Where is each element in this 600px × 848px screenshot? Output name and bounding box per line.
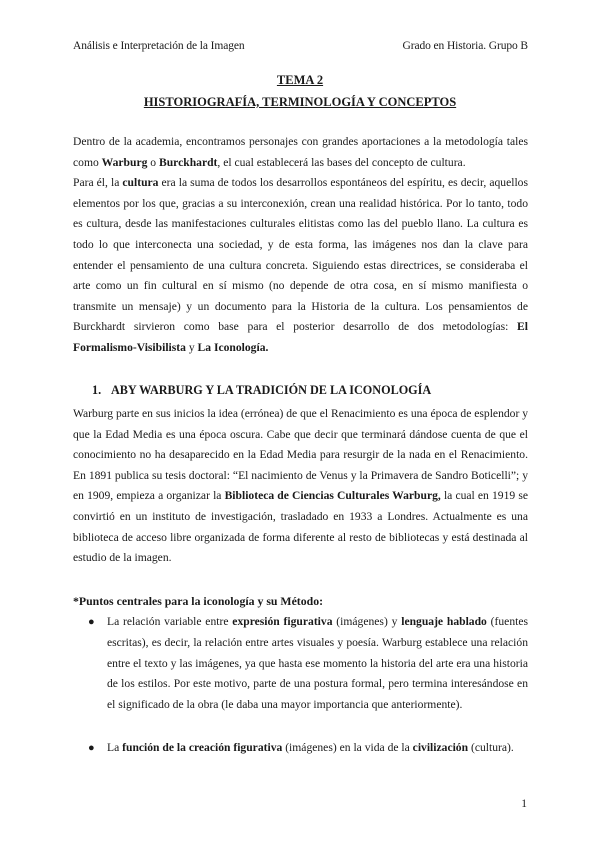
bullet-item: ● La función de la creación figurativa (imágenes) en la vida de la civilización (cultura).	[107, 738, 528, 759]
section-heading: 1. ABY WARBURG Y LA TRADICIÓN DE LA ICONOLOGÍA	[92, 383, 432, 397]
iconologia-term: La Iconología.	[197, 340, 269, 354]
bullet-dot-icon: ●	[88, 616, 95, 628]
warburg-name: Warburg	[101, 155, 148, 169]
intro-paragraph: Dentro de la academia, encontramos personajes con grandes aportaciones a la metodología tales como Warburg o Burckhardt, el cual establecerá las bases del concepto de cultura. Para él, la cultura era la suma de todos los desarrollos espontáneos del espíritu, es decir, aquellos elementos por los que, gracias a su interconexión, crean una realidad histórica. Por lo tanto, todo es cultura, desde las manifestaciones culturales elitistas como las del pueblo llano. La cultura es todo lo que interconecta una sociedad, y de esta forma, las imágenes nos dan la clave para entender el pensamiento de una cultura concreta. Siguiendo estas directrices, se consideraba el arte como un fin cultural en sí mismo (no depende de otra cosa, en sí mismo manifiesta o transmite un mensaje) y un documento para la Historia de la cultura. Los pensamientos de Burckhardt sirvieron como base para el posterior desarrollo de dos metodologías: El Formalismo-Visibilista y La Iconología.	[73, 135, 528, 354]
section-paragraph: Warburg parte en sus inicios la idea (errónea) de que el Renacimiento es una época de esplendor y que la Edad Media es una época oscura. Cabe que decir que terminará dándose cuenta de que el conocimiento no ha desaparecido en la Edad Media para resurgir de la nada en el Renacimiento. En 1891 publica su tesis doctoral: “El nacimiento de Venus y la Primavera de Sandro Boticelli”; y en 1909, empieza a organizar la Biblioteca de Ciencias Culturales Warburg, la cual en 1919 se convirtió en un instituto de investigación, trasladado en 1933 a Londres. Actualmente es una biblioteca de acceso libre organizada de forma diferente al resto de bibliotecas y está destinada al estudio de la imagen.	[73, 407, 529, 565]
running-header-right: Grado en Historia. Grupo B	[402, 40, 528, 52]
bullet-dot-icon: ●	[88, 742, 95, 754]
formalismo-term: El Formalismo-Visibilista	[73, 320, 528, 354]
chapter-subtitle: HISTORIOGRAFÍA, TERMINOLOGÍA Y CONCEPTOS	[143, 95, 457, 109]
burckhardt-name: Burckhardt	[159, 155, 218, 169]
bullet-item: ● La relación variable entre expresión figurativa (imágenes) y lenguaje hablado (fuentes escritas), es decir, la relación entre artes visuales y poesía. Warburg establece una relación entre el texto y las imágenes, ya que hasta ese momento la historia del arte era una historia de los estilos. Por este motivo, parte de una postura formal, pero termina interesándose en el significado de la obra (le daba una mayor importancia que anteriormente).	[107, 612, 528, 716]
cultura-term: cultura	[122, 176, 159, 190]
running-header-left: Análisis e Interpretación de la Imagen	[73, 40, 245, 52]
biblioteca-term: Biblioteca de Ciencias Culturales Warburg,	[224, 489, 441, 503]
points-heading: *Puntos centrales para la iconología y su Método:	[73, 594, 324, 608]
page-number: 1	[521, 798, 527, 810]
chapter-title: TEMA 2	[276, 73, 324, 87]
